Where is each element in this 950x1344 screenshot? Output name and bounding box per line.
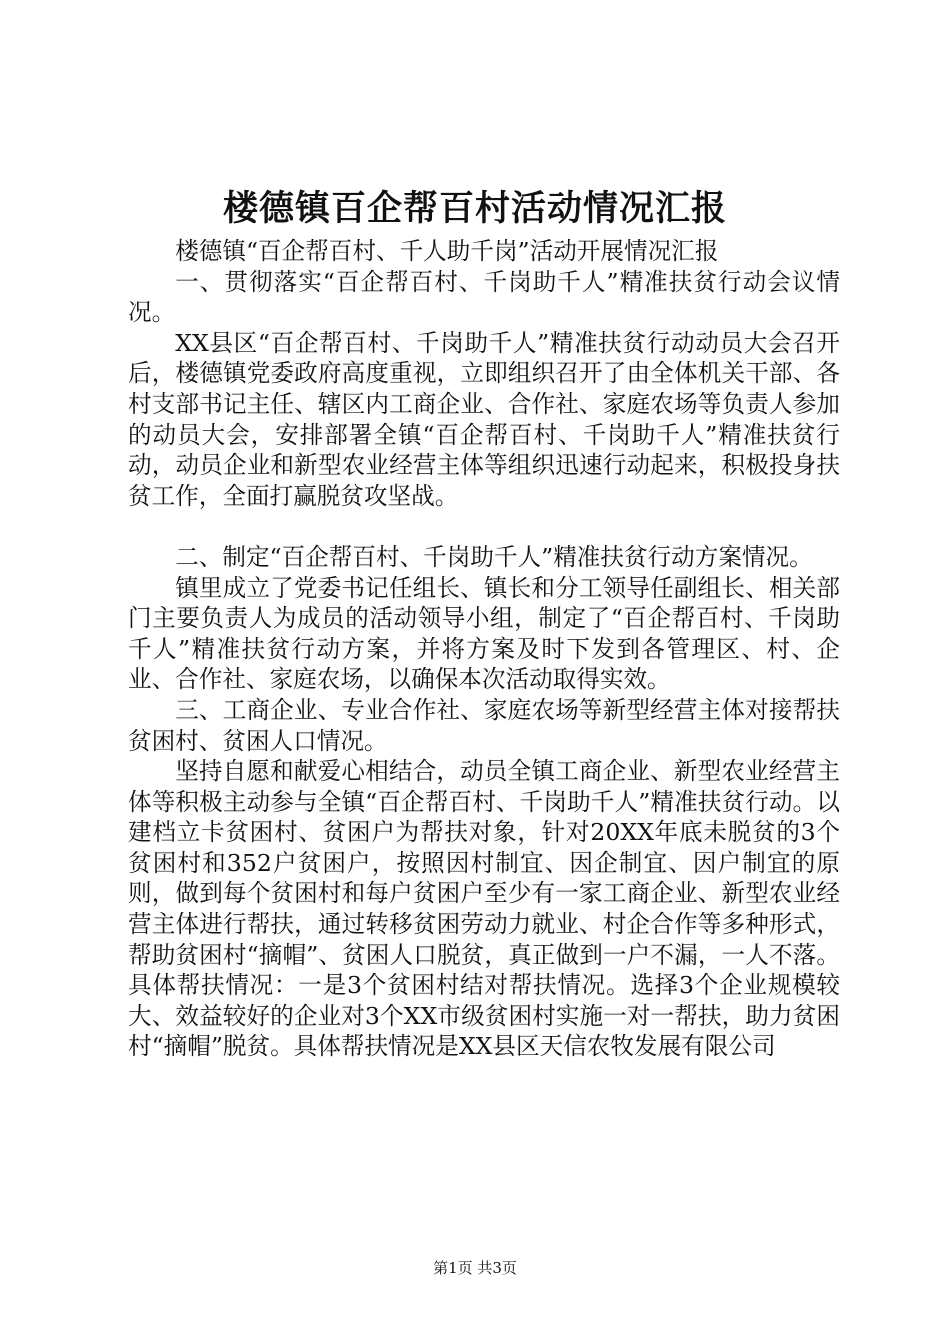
section-heading-3: 三、工商企业、专业合作社、家庭农场等新型经营主体对接帮扶贫困村、贫困人口情况。 xyxy=(128,695,840,755)
document-body xyxy=(128,236,840,1062)
subtitle-paragraph: 楼德镇“百企帮百村、千人助千岗”活动开展情况汇报 xyxy=(175,237,719,265)
section-heading-1: 一、贯彻落实“百企帮百村、千岗助千人”精准扶贫行动会议情况。 xyxy=(128,267,840,327)
body-paragraph-1: XX县区“百企帮百村、千岗助千人”精准扶贫行动动员大会召开后，楼德镇党委政府高度重视，立即组织召开了由全体机关干部、各村支部书记主任、辖区内工商企业、合作社、家庭农场等负责人参加的动员大会，安排部署全镇“百企帮百村、千岗助千人”精准扶贫行动，动员企业和新型农业经营主体等组织迅速行动起来，积极投身扶贫工作，全面打赢脱贫攻坚战。 xyxy=(128,328,840,510)
page-footer: 第1页 共3页 xyxy=(433,1259,517,1277)
document-title: 楼德镇百企帮百村活动情况汇报 xyxy=(222,188,727,229)
section-heading-2: 二、制定“百企帮百村、千岗助千人”精准扶贫行动方案情况。 xyxy=(175,542,813,571)
body-paragraph-3: 坚持自愿和献爱心相结合，动员全镇工商企业、新型农业经营主体等积极主动参与全镇“百企帮百村、千岗助千人”精准扶贫行动。以建档立卡贫困村、贫困户为帮扶对象，针对20XX年底未脱贫的3个贫困村和352户贫困户，按照因村制宜、因企制宜、因户制宜的原则，做到每个贫困村和每户贫困户至少有一家工商企业、新型农业经营主体进行帮扶，通过转移贫困劳动力就业、村企合作等多种形式，帮助贫困村“摘帽”、贫困人口脱贫，真正做到一户不漏，一人不落。具体帮扶情况：一是3个贫困村结对帮扶情况。选择3个企业规模较大、效益较好的企业对3个XX市级贫困村实施一对一帮扶，助力贫困村“摘帽”脱贫。具体帮扶情况是XX县区天信农牧发展有限公司 xyxy=(128,757,840,1061)
body-paragraph-2: 镇里成立了党委书记任组长、镇长和分工领导任副组长、相关部门主要负责人为成员的活动领导小组，制定了“百企帮百村、千岗助千人”精准扶贫行动方案，并将方案及时下发到各管理区、村、企业、合作社、家庭农场，以确保本次活动取得实效。 xyxy=(128,573,840,694)
